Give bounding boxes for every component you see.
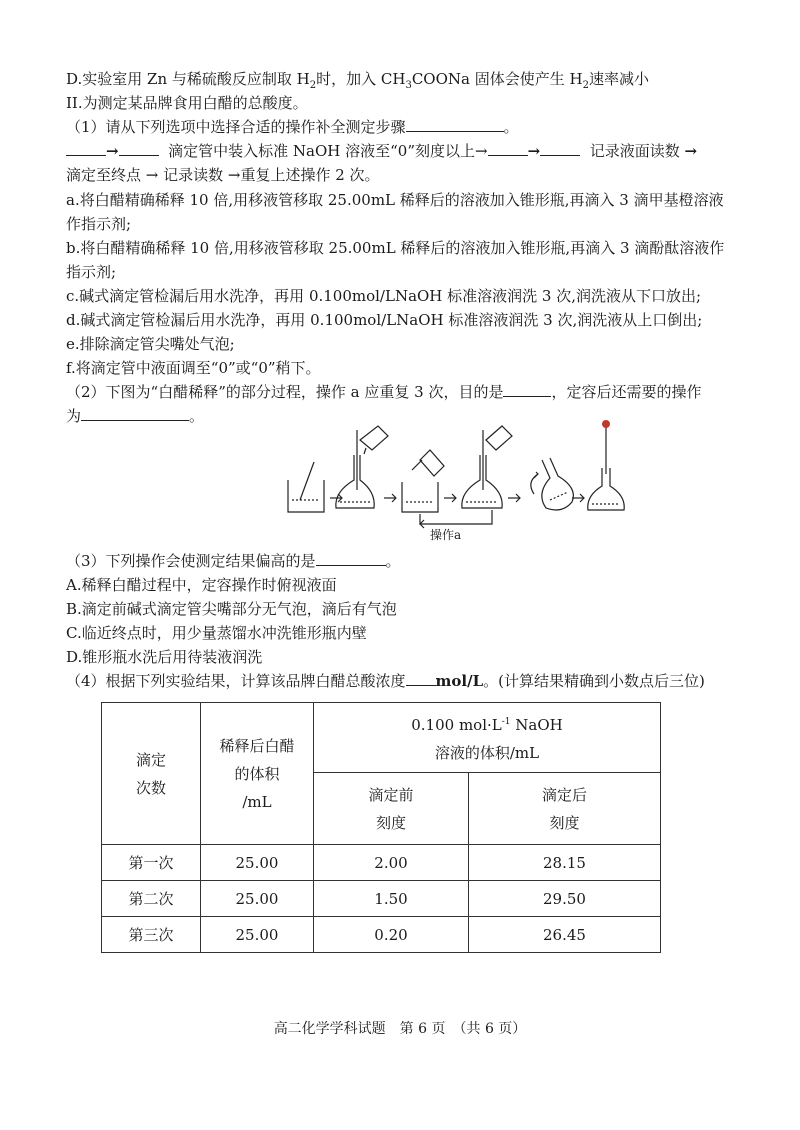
row-volume: 25.00: [201, 845, 314, 881]
question-4: （4）根据下列实验结果，计算该品牌白醋总酸浓度 mol/L。(计算结果精确到小数点后三位): [66, 672, 705, 690]
operation-a-label: 操作a: [430, 528, 462, 542]
choice-f: f.将滴定管中液面调至“0”或“0”稍下。: [66, 359, 321, 377]
row-before: 1.50: [314, 881, 469, 917]
answer-blank[interactable]: [406, 670, 436, 686]
row-after: 28.15: [469, 845, 661, 881]
titration-table: [101, 702, 661, 953]
option-c: C.临近终点时，用少量蒸馏水冲洗锥形瓶内壁: [66, 624, 367, 642]
dilution-figure: [280, 410, 650, 542]
choice-a-line2: 作指示剂;: [66, 215, 132, 233]
question-1: （1）请从下列选项中选择合适的操作补全测定步骤 。: [66, 118, 519, 136]
row-after: 26.45: [469, 917, 661, 953]
row-after: 29.50: [469, 881, 661, 917]
choice-c: c.碱式滴定管检漏后用水洗净，再用 0.100mol/LNaOH 标准溶液润洗 3 次,润洗液从下口放出;: [66, 287, 702, 305]
row-label: 第二次: [102, 881, 201, 917]
table-row: [102, 917, 661, 953]
choice-e: e.排除滴定管尖嘴处气泡;: [66, 335, 235, 353]
row-volume: 25.00: [201, 917, 314, 953]
dropper-bulb-icon: [602, 420, 610, 428]
table-row: [102, 881, 661, 917]
answer-blank[interactable]: [81, 405, 189, 421]
section-ii-title: II.为测定某品牌食用白醋的总酸度。: [66, 94, 308, 112]
question-2: （2）下图为“白醋稀释”的部分过程，操作 a 应重复 3 次，目的是 ，定容后还需要的操作: [66, 383, 702, 401]
answer-blank[interactable]: [316, 550, 386, 566]
choice-a-line1: a.将白醋精确稀释 10 倍,用移液管移取 25.00mL 稀释后的溶液加入锥形瓶,再滴入 3 滴甲基橙溶液: [66, 191, 724, 209]
option-b: B.滴定前碱式滴定管尖嘴部分无气泡，滴后有气泡: [66, 600, 397, 618]
row-before: 0.20: [314, 917, 469, 953]
page-footer: 高二化学学科试题 第 6 页 （共 6 页）: [273, 1021, 527, 1037]
header-after: 滴定后 刻度: [469, 773, 661, 845]
header-before: 滴定前 刻度: [314, 773, 469, 845]
header-volume: 稀释后白醋 的体积 /mL: [201, 703, 314, 845]
choice-b-line1: b.将白醋精确稀释 10 倍,用移液管移取 25.00mL 稀释后的溶液加入锥形瓶,再滴入 3 滴酚酞溶液作: [66, 239, 725, 257]
row-label: 第三次: [102, 917, 201, 953]
header-naoh: 0.100 $mol\cdot L^{-1}$ NaOH 溶液的体积/mL: [314, 703, 661, 773]
table-row: [102, 845, 661, 881]
answer-blank[interactable]: [66, 140, 106, 156]
line-option-d: D.实验室用 Zn 与稀硫酸反应制取 $H_2$时，加入 $CH_3COONa$ 固体会使产生 $H_2$速率减小: [66, 70, 649, 91]
answer-blank[interactable]: [119, 140, 159, 156]
option-d: D.锥形瓶水洗后用待装液润洗: [66, 648, 263, 666]
dilution-diagram: [280, 410, 650, 542]
option-a: A.稀释白醋过程中，定容操作时俯视液面: [66, 576, 337, 594]
answer-blank[interactable]: [540, 140, 580, 156]
choice-d: d.碱式滴定管检漏后用水洗净，再用 0.100mol/LNaOH 标准溶液润洗 3 次,润洗液从上口倒出;: [66, 311, 703, 329]
question-2-cont: 为 。: [66, 407, 205, 425]
row-before: 2.00: [314, 845, 469, 881]
row-volume: 25.00: [201, 881, 314, 917]
question-1-steps-cont: 滴定至终点 → 记录读数 →重复上述操作 2 次。: [66, 166, 380, 184]
question-3: （3）下列操作会使测定结果偏高的是 。: [66, 552, 401, 570]
answer-blank[interactable]: [503, 381, 551, 397]
header-times: 滴定 次数: [102, 703, 201, 845]
answer-blank[interactable]: [488, 140, 528, 156]
answer-blank[interactable]: [406, 116, 504, 132]
question-1-steps: → 滴定管中装入标准 NaOH 溶液至“0”刻度以上→ → 记录液面读数 →: [66, 140, 697, 162]
row-label: 第一次: [102, 845, 201, 881]
choice-b-line2: 指示剂;: [66, 263, 117, 281]
